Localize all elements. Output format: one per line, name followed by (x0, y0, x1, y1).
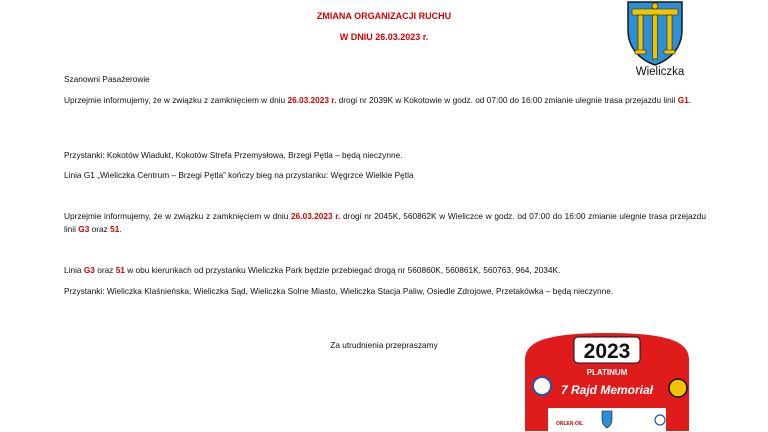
notice2-conj: oraz (89, 224, 111, 234)
plate-bottom-right-logo-icon (655, 415, 665, 425)
notice-title: ZMIANA ORGANIZACJI RUCHU (316, 11, 452, 21)
detour-pre: Linia (64, 265, 84, 275)
stops-closed-1: Przystanki: Kokotów Wiadukt, Kokotów Strefa Przemysłowa, Brzegi Pętla – będą nieczynne. (64, 150, 403, 160)
crest-shield-icon (626, 0, 684, 66)
notice1-text-mid: drogi nr 2039K w Kokotowie w godz. od 07:00 do 16:00 zmianie ulegnie trasa przejazdu linii (336, 95, 678, 105)
greeting: Szanowni Pasażerowie (64, 74, 150, 84)
notice2-text-pre: Uprzejmie informujemy, że w związku z zamknięciem w dniu (64, 211, 292, 221)
plate-year: 2023 (583, 340, 631, 363)
detour-conj: oraz (94, 265, 116, 275)
apology: Za utrudnienia przepraszamy (330, 340, 438, 350)
plate-bottom-crest-icon (602, 411, 612, 428)
notice1-text-end: . (688, 95, 692, 105)
stops-closed-2: Przystanki: Wieliczka Klaśnieńska, Wieliczka Sąd, Wieliczka Solne Miasto, Wieliczka Stacja Paliw, Osiedle Zdrojowe, Przetakówka – będą nieczynne. (64, 286, 614, 296)
plate-sponsor: PLATINUM (586, 368, 628, 377)
g1-terminus: Linia G1 „Wieliczka Centrum – Brzegi Pętla” kończy bieg na przystanku: Węgrzce Wielkie Pętla (64, 170, 414, 180)
notice1-line-g1: G1 (677, 95, 689, 105)
notice1-text-pre: Uprzejmie informujemy, że w związku z zamknięciem w dniu (64, 95, 288, 105)
notice2-line-g3: G3 (78, 224, 90, 234)
notice-date: W DNIU 26.03.2023 r. (339, 32, 429, 42)
notice-paragraph-1 (64, 94, 706, 107)
notice2-date: 26.03.2023 r. (291, 211, 341, 221)
plate-sponsor-bottom: ORLEN OIL (556, 421, 584, 427)
plate-left-badge-icon (533, 377, 551, 395)
notice1-date: 26.03.2023 r. (287, 95, 337, 105)
plate-right-badge-icon (669, 379, 687, 397)
detour-line-51: 51 (115, 265, 125, 275)
crest-label: Wieliczka (635, 66, 685, 78)
detour-rest: w obu kierunkach od przystanku Wieliczka Park będzie przebiegać drogą nr 560860K, 560861K, 560763, 964, 2034K. (124, 265, 561, 275)
rally-plate-icon (512, 330, 702, 432)
notice2-text-mid: drogi nr 2045K, 560862K w Wieliczce w godz. od 07:00 do 16:00 zmianie ulegnie trasa przejazdu linii (64, 211, 707, 234)
detour-paragraph (64, 264, 706, 277)
notice2-text-end: . (119, 224, 122, 234)
plate-event-title: 7 Rajd Memoriał (560, 383, 654, 397)
notice2-line-51: 51 (110, 224, 120, 234)
detour-line-g3: G3 (83, 265, 95, 275)
notice-paragraph-2 (64, 210, 706, 236)
